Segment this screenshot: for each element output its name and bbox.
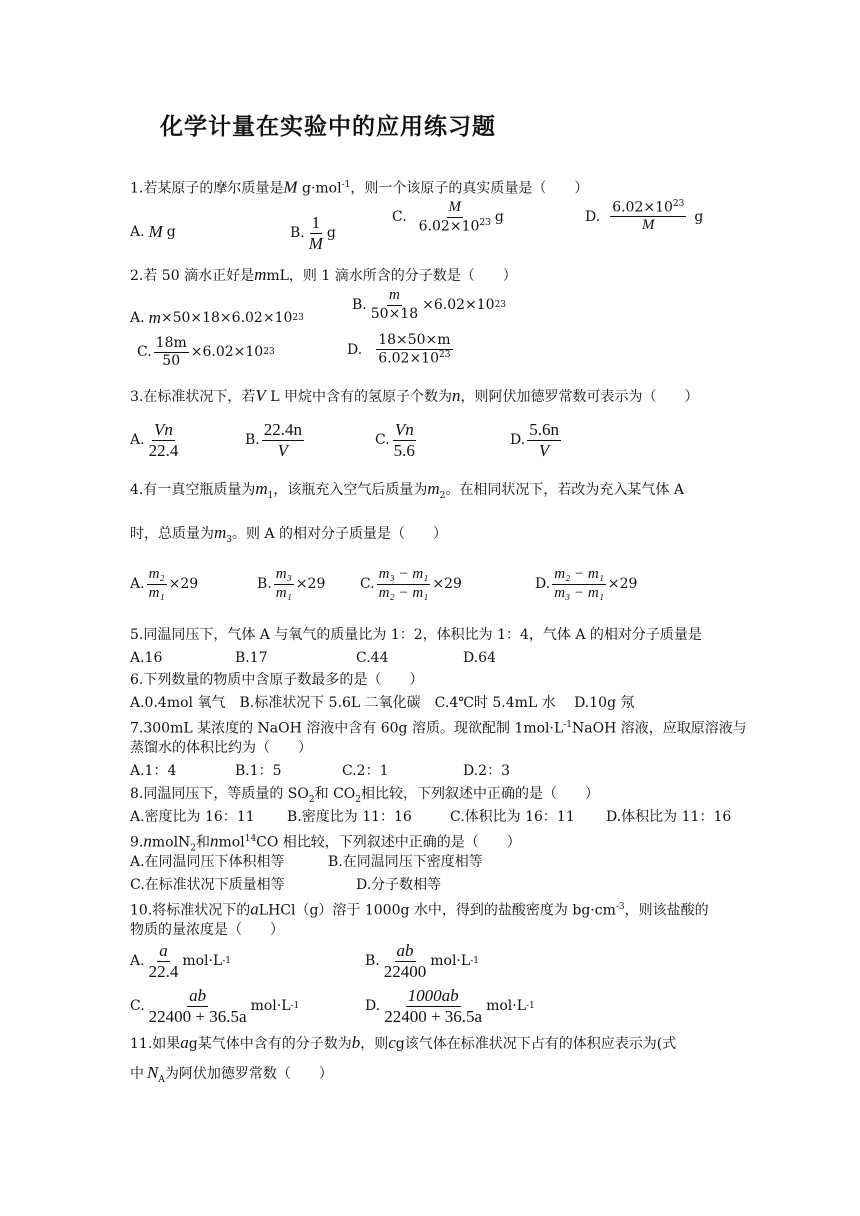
question-10-option-a: A. $\frac{a}{22.4}$ mol·L -1 bbox=[130, 941, 232, 981]
question-4-option-a: A. $\frac{\text{m₂}}{\text{m₁}}$ ×29 bbox=[130, 566, 199, 601]
question-5-option-d: D.64 bbox=[463, 650, 496, 666]
question-4-stem-line-1: 4.有一真空瓶质量为$m_1$，该瓶充入空气后质量为$m_2$。在相同状况下，若改为充入某气体 A bbox=[130, 479, 684, 501]
question-4-option-c: C. $\frac{\text{m₃ − m₁}}{\text{m₂ − m₁}}$ ×29 bbox=[360, 566, 462, 601]
question-5-option-c: C.44 bbox=[356, 650, 389, 666]
question-9-stem: 9.nmolN$_2$和nmol$^{14}$CO 相比较，下列叙述中正确的是（ ） bbox=[130, 831, 521, 854]
question-3-stem: 3.在标准状况下，若V L 甲烷中含有的氢原子个数为n，则阿伏加德罗常数可表示为（ ） bbox=[130, 386, 699, 405]
question-8-option-d: D.体积比为 11：16 bbox=[606, 809, 732, 825]
question-9-option-a: A.在同温同压下体积相等 bbox=[130, 854, 285, 870]
question-3-option-a: A. $\frac{Vn}{22.4}$ bbox=[130, 420, 179, 460]
question-2-stem: 2.若 50 滴水正好是mmL，则 1 滴水所含的分子数是（ ） bbox=[130, 265, 517, 284]
question-5-option-b: B.17 bbox=[235, 650, 268, 666]
question-9-option-d: D.分子数相等 bbox=[356, 877, 442, 893]
question-5-stem: 5.同温同压下，气体 A 与氧气的质量比为 1：2，体积比为 1：4，气体 A 的相对分子质量是 bbox=[130, 627, 702, 643]
question-1-option-d: D. $\frac{6.02\times 10^{23}}{M}$ g bbox=[585, 199, 704, 234]
question-9-option-b: B.在同温同压下密度相等 bbox=[328, 854, 483, 870]
question-2-option-c: C. $\frac{18m}{50}$ ×6.02×10 23 bbox=[137, 335, 275, 369]
question-11-stem-line-2: 中 $N_A$为阿伏加德罗常数（ ） bbox=[130, 1063, 333, 1085]
question-2-option-a: A. m ×50×18×6.02×10 23 bbox=[130, 308, 304, 327]
question-3-option-c: C. $\frac{Vn}{5.6}$ bbox=[375, 420, 415, 460]
question-10-stem-line-1: 10.将标准状况下的aLHCl（g）溶于 1000g 水中，得到的盐酸密度为 $bg\cdot cm^{-3}$，则该盐酸的 bbox=[130, 899, 709, 919]
question-7-option-d: D.2：3 bbox=[463, 763, 510, 779]
question-7-option-b: B.1：5 bbox=[235, 763, 282, 779]
question-7-stem-line-2: 蒸馏水的体积比约为（ ） bbox=[130, 740, 312, 756]
question-1-stem: 1.若某原子的摩尔质量是M g·mol$^{-1}$，则一个该原子的真实质量是（ ） bbox=[130, 177, 589, 197]
question-8-option-b: B.密度比为 11：16 bbox=[287, 809, 412, 825]
question-3-option-d: D. $\frac{5.6n}{V}$ bbox=[510, 420, 559, 460]
question-8-option-c: C.体积比为 16：11 bbox=[450, 809, 575, 825]
question-1-option-a: A. M g bbox=[130, 222, 176, 241]
question-8-stem: 8.同温同压下，等质量的 $SO_2$和 $CO_2$相比较，下列叙述中正确的是（ ） bbox=[130, 786, 599, 805]
question-10-option-c: C. $\frac{ab}{22400 + 36.5a}$ mol·L -1 bbox=[130, 986, 300, 1026]
question-7-option-c: C.2：1 bbox=[342, 763, 389, 779]
question-2-option-d: D. $\frac{18\times 50\times m}{6.02\times 10^{23}}$ bbox=[347, 332, 451, 367]
question-6-options: A.0.4mol 氧气 B.标准状况下 5.6L 二氧化碳 C.4℃时 5.4mL 水 D.10g 氖 bbox=[130, 695, 635, 711]
question-5-option-a: A.16 bbox=[130, 650, 163, 666]
question-9-option-c: C.在标准状况下质量相等 bbox=[130, 877, 285, 893]
question-4-stem-line-2: 时，总质量为$m_3$。则 A 的相对分子质量是（ ） bbox=[130, 523, 448, 545]
question-4-option-d: D. $\frac{\text{m₂ − m₁}}{\text{m₃ − m₁}}$ ×29 bbox=[535, 566, 638, 601]
question-10-option-b: B. $\frac{ab}{22400}$ mol·L -1 bbox=[365, 941, 479, 981]
question-6-stem: 6.下列数量的物质中含原子数最多的是（ ） bbox=[130, 672, 424, 688]
question-1-option-c: C. $\frac{M}{6.02\times 10^{23}}$ g bbox=[392, 199, 504, 235]
page-title: 化学计量在实验中的应用练习题 bbox=[160, 114, 496, 140]
question-4-option-b: B. $\frac{\text{m₃}}{\text{m₁}}$ ×29 bbox=[257, 566, 326, 601]
question-11-stem-line-1: 11.如果ag某气体中含有的分子数为b，则cg该气体在标准状况下占有的体积应表示为(式 bbox=[130, 1033, 677, 1052]
question-8-option-a: A.密度比为 16：11 bbox=[130, 809, 255, 825]
question-7-stem-line-1: 7.300mL 某浓度的 NaOH 溶液中含有 60g 溶质。现欲配制 $1mol\cdot L^{-1}NaOH$ 溶液，应取原溶液与 bbox=[130, 720, 747, 737]
question-7-option-a: A.1：4 bbox=[130, 763, 177, 779]
question-10-stem-line-2: 物质的量浓度是（ ） bbox=[130, 922, 284, 938]
question-3-option-b: B. $\frac{22.4n}{V}$ bbox=[245, 420, 302, 460]
question-1-option-b: B. $\frac{1}{M}$ g bbox=[290, 213, 336, 253]
question-10-option-d: D. $\frac{1000ab}{22400 + 36.5a}$ mol·L -1 bbox=[365, 986, 535, 1026]
question-2-option-b: B. $\frac{m}{50\times 18}$ ×6.02×10 23 bbox=[352, 287, 507, 322]
